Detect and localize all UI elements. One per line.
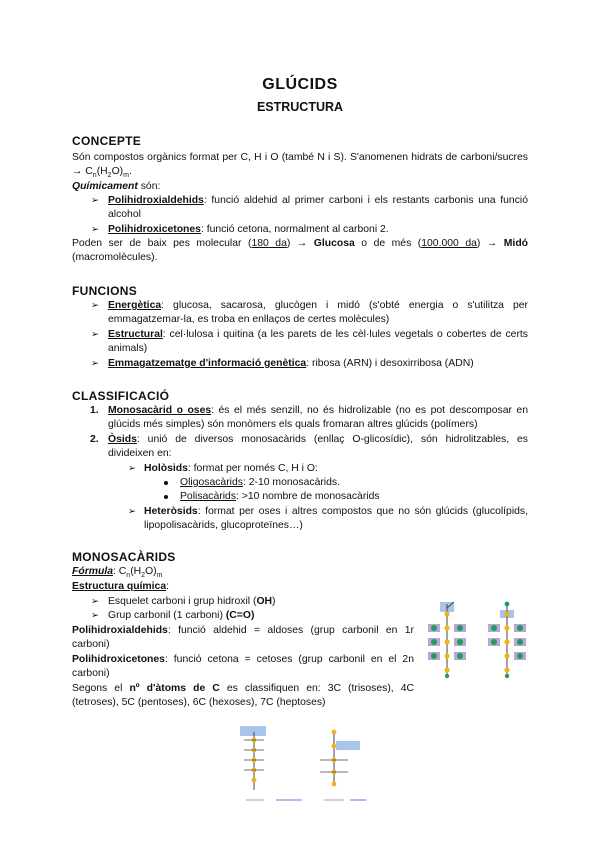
classificacio-oligosacarids: Oligosacàrids: 2-10 monosacàrids. — [180, 477, 340, 488]
arrow-bullet-icon: ➢ — [128, 506, 136, 517]
fischer-projections-diagram — [232, 724, 372, 808]
arrow-bullet-icon: ➢ — [128, 463, 136, 474]
ketose-chain-diagram — [488, 602, 526, 679]
page-subtitle: ESTRUCTURA — [256, 100, 344, 114]
classificacio-holosids: Holòsids: format per només C, H i O: — [144, 463, 318, 474]
list-number: 1. — [90, 405, 99, 416]
classificacio-osids: Òsids: unió de diversos monosacàrids (enllaç O-glicosídic), són hidrolitzables, es divideixen en: — [108, 434, 528, 460]
arrow-bullet-icon: ➢ — [91, 224, 99, 235]
section-heading-concepte: CONCEPTE — [72, 134, 142, 148]
classificacio-monosacarid: Monosacàrid o oses: és el més senzill, no és hidrolizable (no es pot descomposar en glúcids més simples) són monòmers els quals fromaran altres glúcids (polímers) — [108, 405, 528, 431]
concepte-pes-molecular: Poden ser de baix pes molecular (180 da) → Glucosa o de més (100.000 da) → Midó (macromolècules). — [72, 238, 529, 264]
monosacarids-estructura-label: Estructura química: — [72, 581, 170, 592]
bullet-dot-icon — [164, 495, 168, 499]
section-heading-monosacarids: MONOSACÀRIDS — [72, 550, 176, 564]
concepte-bullet-aldehids: Polihidroxialdehids: funció aldehid al primer carboni i els restants carbonis una funció alcohol — [108, 195, 528, 221]
monosacarids-formula: Fórmula: $C_n(H_2O)_m$ — [72, 566, 163, 580]
arrow-bullet-icon: ➢ — [91, 195, 99, 206]
funcio-estructural: Estructural: cel·lulosa i quitina (a les parets de les cèl·lules vegetals o cobertes de certs animals) — [108, 329, 528, 355]
concepte-bullet-cetones: Polihidroxicetones: funció cetona, normalment al carboni 2. — [108, 224, 389, 235]
bullet-dot-icon — [164, 481, 168, 485]
monosacarids-cetoses: Polihidroxicetones: funció cetona = cetoses (grup carbonil en el 2n carboni) — [72, 654, 414, 680]
page-title: GLÚCIDS — [262, 76, 338, 93]
estructura-carbonil: Grup carbonil (1 carboni) (C=O) — [108, 610, 255, 621]
arrow-bullet-icon: ➢ — [91, 596, 99, 607]
ketose-fischer-projection — [320, 730, 366, 800]
funcio-energetica: Energètica: glucosa, sacarosa, glucògen i midó (s'obté energia o s'utilitza per emmagatzemar-la, es troba en enllaços de certes molècules) — [108, 300, 528, 326]
section-heading-classificacio: CLASSIFICACIÓ — [72, 389, 170, 403]
aldose-chain-diagram — [428, 602, 466, 678]
classificacio-heterosids: Heteròsids: format per oses i altres compostos que no són glúcids (glucolípids, lipopolisacàrids, glucoproteïnes…) — [144, 506, 528, 532]
estructura-hidroxil: Esquelet carboni i grup hidroxil (OH) — [108, 596, 276, 607]
monosacarids-classificacio-carbonis: Segons el nº d'àtoms de C es classifiquen en: 3C (trisoses), 4C (tetroses), 5C (pentoses), 6C (hexoses), 7C (heptoses) — [72, 683, 414, 709]
aldose-ketose-chain-diagram — [424, 598, 534, 682]
list-number: 2. — [90, 434, 99, 445]
aldose-fischer-projection — [240, 726, 302, 800]
classificacio-polisacarids: Polisacàrids: >10 nombre de monosacàrids — [180, 491, 380, 502]
concepte-quimicament: Químicament són: — [72, 181, 161, 192]
funcio-informacio-genetica: Emmagatzematge d'informació genètica: ribosa (ARN) i desoxirribosa (ADN) — [108, 358, 474, 369]
concepte-intro: Són compostos orgànics format per C, H i O (també N i S). S'anomenen hidrats de carboni/sucres → $C_n(H_2O)_m$. — [72, 152, 528, 180]
arrow-bullet-icon: ➢ — [91, 610, 99, 621]
arrow-bullet-icon: ➢ — [91, 300, 99, 311]
section-heading-funcions: FUNCIONS — [72, 284, 138, 298]
monosacarids-aldoses: Polihidroxialdehids: funció aldehid = aldoses (grup carbonil en 1r carboni) — [72, 625, 414, 651]
arrow-bullet-icon: ➢ — [91, 358, 99, 369]
arrow-bullet-icon: ➢ — [91, 329, 99, 340]
